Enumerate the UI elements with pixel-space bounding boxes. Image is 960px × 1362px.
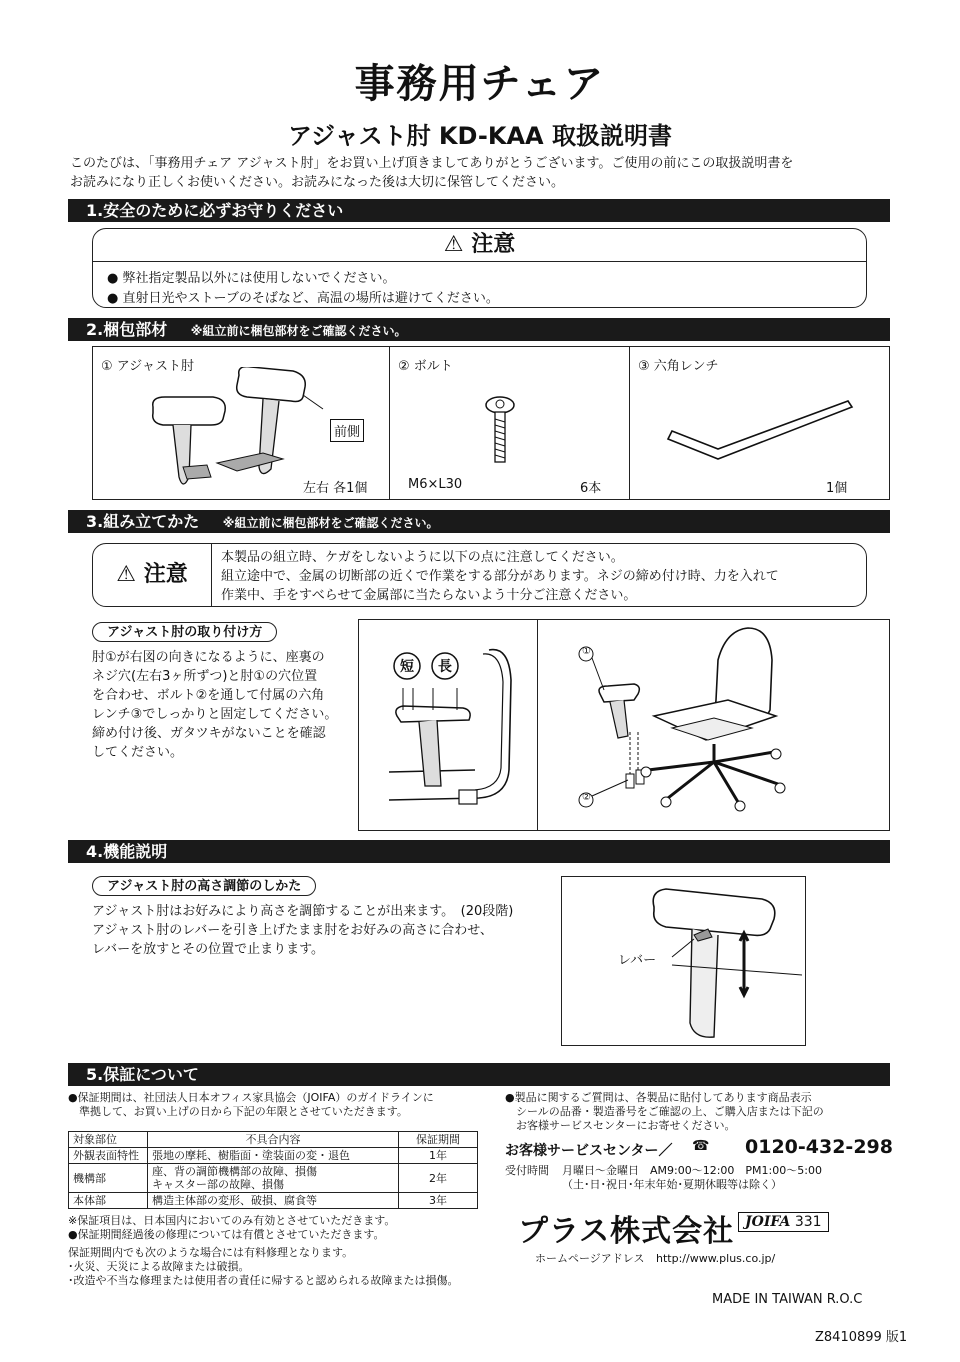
caution-line: 本製品の組立時、ケガをしないように以下の点に注意してください。 [221, 550, 624, 565]
caution-text [221, 548, 861, 605]
page-subtitle: アジャスト肘 KD-KAA 取扱説明書 [288, 122, 672, 150]
callout-number: ① [582, 646, 591, 657]
homepage-label: ホームページアドレス [535, 1252, 645, 1265]
text-line: 準拠して、お買い上げの日から下記の年限とさせていただきます。 [68, 1105, 408, 1118]
text-line: ･改造や不当な修理または使用者の責任に帰すると認められる故障または損傷。 [68, 1274, 459, 1287]
table-cell-line: 座、背の調節機構部の故障、損傷 [152, 1165, 317, 1178]
hex-wrench-illustration [660, 397, 860, 467]
caution-line: 組立途中で、金属の切断部の近くで作業をする部分があります。ネジの締め付け時、力を入れて [221, 569, 779, 584]
warning-triangle-icon: ⚠ [116, 562, 137, 587]
country-of-origin: MADE IN TAIWAN R.O.C [712, 1292, 863, 1307]
lever-label: レバー [618, 953, 657, 968]
part-label: ① アジャスト肘 [101, 359, 195, 374]
business-hours: 月曜日～金曜日 AM9:00～12:00 PM1:00～5:00 [562, 1164, 822, 1177]
height-adjust-pill-heading: アジャスト肘の高さ調節のしかた [92, 876, 316, 896]
warranty-intro [68, 1091, 488, 1119]
lever-illustration [562, 877, 805, 1045]
table-row [69, 1148, 478, 1164]
text-line: ●保証期間は、社団法人日本オフィス家具協会（JOIFA）のガイドラインに [68, 1091, 434, 1104]
table-cell: 2年 [399, 1164, 478, 1193]
section-3-heading [68, 510, 890, 533]
step-line: してください。 [92, 745, 184, 760]
document-number: Z8410899 版1 [815, 1330, 908, 1345]
joifa-mark: JOIFA [745, 1214, 791, 1230]
part-cell-hex-wrench [630, 347, 889, 499]
section-heading-text: 5.保証について [86, 1065, 199, 1084]
step-line: ネジ穴(左右3ヶ所ずつ)と肘①の穴位置 [92, 669, 318, 684]
text-line: ●製品に関するご質問は、各製品に貼付してあります商品表示 [505, 1091, 812, 1104]
section-note: ※組立前に梱包部材をご確認ください。 [222, 516, 439, 530]
text-line: ※保証項目は、日本国内においてのみ有効とさせていただきます。 [68, 1214, 396, 1227]
step-line: を合わせ、ボルト②を通して付属の六角 [92, 688, 325, 703]
inquiry-text [505, 1091, 895, 1133]
bolt-illustration [480, 395, 520, 467]
bolt-spec: M6×L30 [408, 477, 463, 492]
service-center-label: お客様サービスセンター／ [505, 1143, 673, 1159]
section-heading-text: 2.梱包部材 [86, 320, 168, 339]
parts-table [92, 346, 890, 500]
assembly-pill-heading: アジャスト肘の取り付け方 [92, 622, 277, 642]
part-qty: 6本 [580, 481, 602, 496]
hours-label: 受付時間 [505, 1164, 549, 1177]
section-heading-text: 1.安全のために必ずお守りください [86, 201, 344, 220]
text-line: レバーを放すとその位置で止まります。 [92, 942, 325, 957]
long-marker: 長 [438, 659, 452, 675]
text-line: アジャスト肘はお好みにより高さを調節することが出来ます。 (20段階) [92, 904, 514, 919]
text-line: 保証期間内でも次のような場合には有料修理となります。 [68, 1246, 354, 1259]
section-5-heading [68, 1063, 890, 1086]
part-qty: 左右 各1個 [303, 481, 368, 496]
caution-header [93, 229, 866, 262]
short-marker: 短 [400, 659, 414, 675]
table-row [69, 1193, 478, 1209]
warning-triangle-icon: ⚠ [443, 232, 464, 257]
step-line: 肘①が右図の向きになるように、座裏の [92, 650, 325, 665]
table-cell: 1年 [399, 1148, 478, 1164]
joifa-badge [738, 1212, 829, 1232]
page-title: 事務用チェア [354, 61, 606, 107]
table-cell: 外観表面特性 [69, 1148, 148, 1164]
intro-line: このたびは、「事務用チェア アジャスト肘」をお買い上げ頂きましてありがとうございます。ご使用の前にこの取扱説明書を [70, 156, 794, 171]
caution-box-2 [92, 543, 867, 607]
phone-icon: ☎ [692, 1138, 710, 1154]
caution-title: 注意 [143, 562, 188, 587]
text-line: ･火災、天災による故障または破損。 [68, 1260, 250, 1273]
caution-bullet: ● 直射日光やストーブのそばなど、高温の場所は避けてください。 [107, 291, 499, 306]
text-line: アジャスト肘のレバーを引き上げたまま肘をお好みの高さに合わせ、 [92, 923, 493, 938]
callout-number: ② [582, 792, 591, 803]
step-line: レンチ③でしっかりと固定してください。 [92, 707, 338, 722]
step-line: 締め付け後、ガタツキがないことを確認 [92, 726, 326, 741]
caution-label [93, 544, 212, 606]
phone-number: 0120-432-298 [745, 1136, 893, 1158]
paid-repair-notes [68, 1246, 508, 1288]
table-cell: 機構部 [69, 1164, 148, 1193]
figure-assembly-view [537, 619, 890, 831]
part-cell-bolt [390, 347, 630, 499]
part-label: ② ボルト [398, 359, 453, 374]
company-logo: プラス株式会社 [518, 1214, 735, 1249]
text-line: お客様サービスセンターにお寄せください。 [505, 1119, 736, 1132]
holiday-note: （土･日･祝日･年末年始･夏期休暇等は除く） [562, 1178, 782, 1191]
section-4-heading [68, 840, 890, 863]
table-header: 対象部位 [69, 1132, 148, 1148]
warranty-table [68, 1131, 478, 1209]
table-cell [148, 1164, 399, 1193]
section-heading-text: 4.機能説明 [86, 842, 168, 861]
intro-line: お読みになり正しくお使いください。お読みになった後は大切に保管してください。 [70, 175, 565, 190]
figure-lever [561, 876, 806, 1046]
part-label: ③ 六角レンチ [638, 359, 719, 374]
caution-box-1 [92, 228, 867, 308]
caution-bullet: ● 弊社指定製品以外には使用しないでください。 [107, 271, 396, 286]
figure-side-view [358, 619, 538, 831]
warranty-notes [68, 1214, 488, 1242]
section-note: ※組立前に梱包部材をご確認ください。 [190, 324, 407, 338]
table-header: 保証期間 [399, 1132, 478, 1148]
homepage-link[interactable]: http://www.plus.co.jp/ [656, 1252, 776, 1265]
intro-text [70, 154, 900, 192]
table-cell: 3年 [399, 1193, 478, 1209]
assembly-steps [92, 648, 352, 762]
part-cell-armrest [93, 347, 390, 499]
joifa-number: 331 [794, 1214, 822, 1230]
section-1-heading [68, 199, 890, 222]
section-2-heading [68, 318, 890, 341]
section-heading-text: 3.組み立てかた [86, 512, 200, 531]
part-qty: 1個 [826, 481, 848, 496]
height-adjust-text [92, 902, 542, 959]
text-line: ●保証期間経過後の修理については有償とさせていただきます。 [68, 1228, 385, 1241]
table-cell: 張地の摩耗、樹脂面・塗装面の変・退色 [148, 1148, 399, 1164]
table-cell: 構造主体部の変形、破損、腐食等 [148, 1193, 399, 1209]
caution-title: 注意 [471, 232, 516, 257]
table-row [69, 1164, 478, 1193]
table-header: 不具合内容 [148, 1132, 399, 1148]
table-cell-line: キャスター部の故障、損傷 [152, 1178, 284, 1191]
chair-side-illustration [359, 620, 537, 830]
table-cell: 本体部 [69, 1193, 148, 1209]
front-side-callout: 前側 [330, 419, 364, 442]
text-line: シールの品番・製造番号をご確認の上、ご購入店または下記の [505, 1105, 824, 1118]
caution-line: 作業中、手をすべらせて金属部に当たらないよう十分ご注意ください。 [221, 588, 637, 603]
